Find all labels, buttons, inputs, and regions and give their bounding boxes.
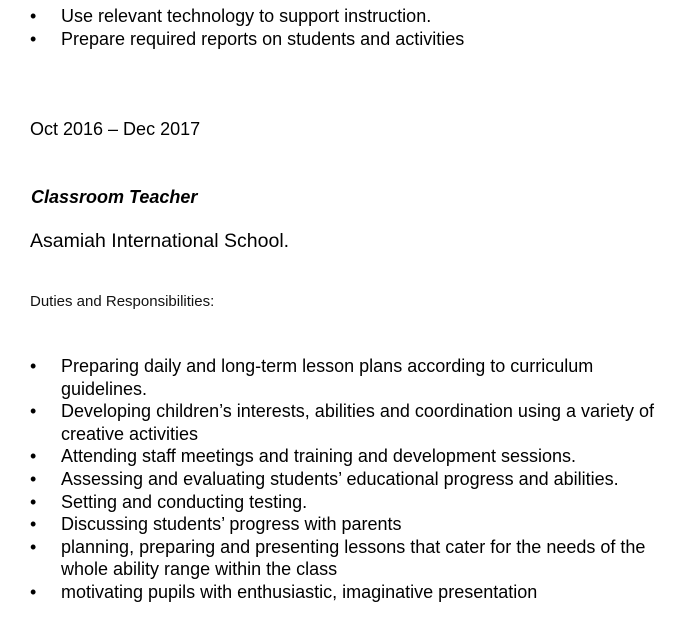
list-item-text: planning, preparing and presenting lessons that cater for the needs of the whole ability range within the class [61,536,646,580]
list-item-text: motivating pupils with enthusiastic, imaginative presentation [61,581,538,602]
bullet-icon: • [30,6,37,26]
list-item [30,355,680,400]
list-item-text: Discussing students’ progress with parents [61,514,402,535]
bullet-icon: • [30,514,37,535]
job-title: Classroom Teacher [31,187,198,207]
list-item [30,581,680,604]
top-bullet-list [30,5,680,50]
bullet-icon: • [30,536,37,557]
list-item-text: Attending staff meetings and training and development sessions. [61,446,576,467]
list-item [30,536,680,581]
bullet-icon: • [30,356,37,376]
list-item-text: Preparing daily and long-term lesson plans according to curriculum guidelines. [61,356,594,399]
employment-date-range: Oct 2016 – Dec 2017 [30,119,201,139]
bullet-icon: • [30,446,37,467]
list-item-text: Prepare required reports on students and activities [61,28,465,49]
list-item [30,5,680,28]
bullet-icon: • [30,401,37,422]
list-item [30,28,680,51]
bullet-icon: • [30,491,37,512]
list-item-text: Use relevant technology to support instruction. [61,6,432,26]
bullet-icon: • [30,468,37,489]
list-item [30,445,680,468]
list-item [30,491,680,514]
list-item [30,400,680,445]
bullet-icon: • [30,28,37,49]
list-item-text: Developing children’s interests, abilities and coordination using a variety of creative activities [61,401,655,444]
bullet-icon: • [30,581,37,602]
list-item [30,513,680,536]
duties-list [30,355,680,604]
list-item-text: Setting and conducting testing. [61,491,308,512]
employer-name: Asamiah International School. [30,230,290,252]
duties-heading: Duties and Responsibilities: [30,293,215,310]
list-item-text: Assessing and evaluating students’ educational progress and abilities. [61,468,619,489]
list-item [30,468,680,491]
